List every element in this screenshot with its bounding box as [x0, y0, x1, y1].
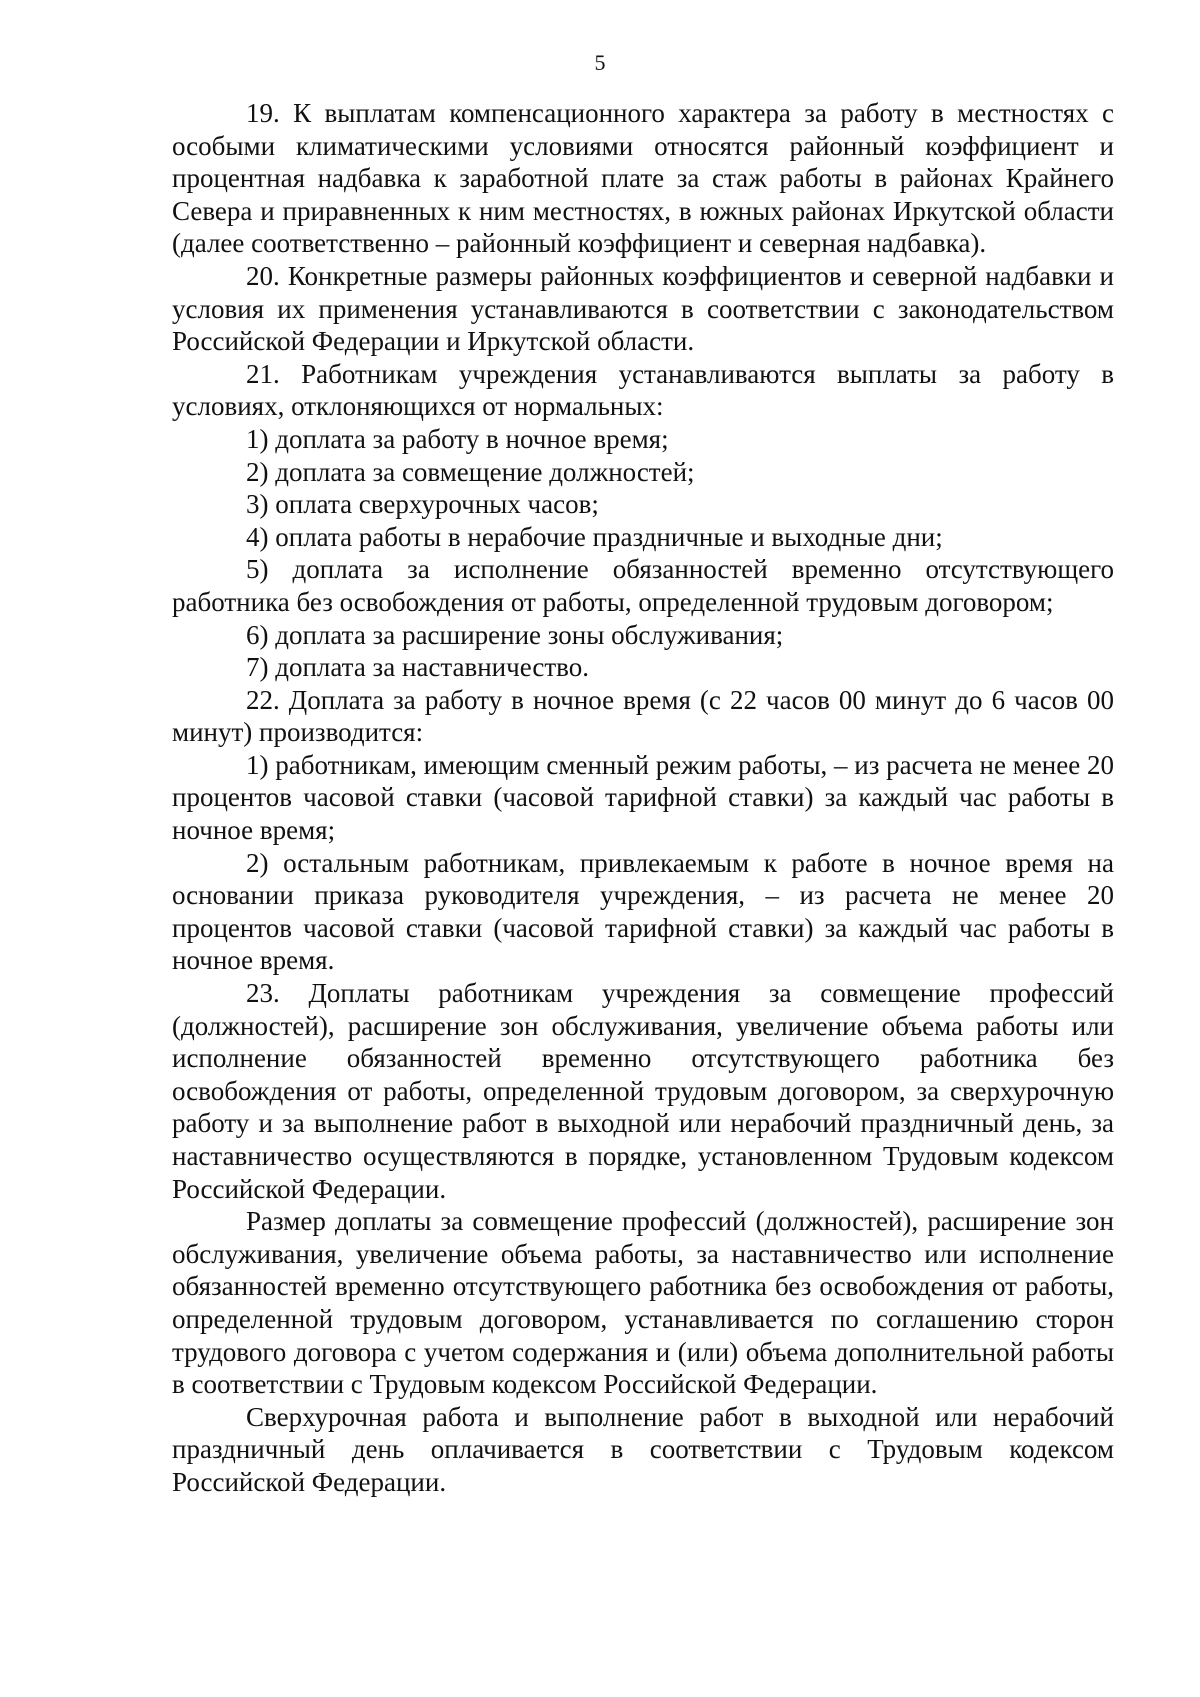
paragraph-21: 21. Работникам учреждения устанавливаются выплаты за работу в условиях, отклоняющихся от нормальных:	[172, 358, 1114, 422]
paragraph-19: 19. К выплатам компенсационного характера за работу в местностях с особыми климатическими условиями относятся районный коэффициент и процентная надбавка к заработной плате за стаж работы в районах Крайнего Севера и приравненных к ним местностях, в южных районах Иркутской области (далее соответственно – районный коэффициент и северная надбавка).	[172, 98, 1114, 259]
list-item-21-3: 3) оплата сверхурочных часов;	[246, 489, 599, 520]
paragraph-20: 20. Конкретные размеры районных коэффициентов и северной надбавки и условия их применения устанавливаются в соответствии с законодательством Российской Федерации и Иркутской области.	[172, 260, 1114, 357]
paragraph-22: 22. Доплата за работу в ночное время (с 22 часов 00 минут до 6 часов 00 минут) производится:	[172, 684, 1114, 748]
list-item-21-2: 2) доплата за совмещение должностей;	[246, 456, 695, 487]
paragraph-23-overtime: Сверхурочная работа и выполнение работ в выходной или нерабочий праздничный день оплачивается в соответствии с Трудовым кодексом Российской Федерации.	[172, 1401, 1114, 1497]
list-item-21-5: 5) доплата за исполнение обязанностей временно отсутствующего работника без освобождения от работы, определенной трудовым договором;	[172, 554, 1114, 617]
list-item-22-1: 1) работникам, имеющим сменный режим работы, – из расчета не менее 20 процентов часовой ставки (часовой тарифной ставки) за каждый час работы в ночное время;	[172, 749, 1114, 846]
paragraph-23: 23. Доплаты работникам учреждения за совмещение профессий (должностей), расширение зон обслуживания, увеличение объема работы или исполнение обязанностей временно отсутствующего работника без освобождения от работы, определенной трудовым договором, за сверхурочную работу и за выполнение работ в выходной или нерабочий праздничный день, за наставничество осуществляются в порядке, установленном Трудовым кодексом Российской Федерации.	[172, 978, 1114, 1204]
list-item-21-4: 4) оплата работы в нерабочие праздничные и выходные дни;	[246, 521, 943, 552]
list-item-22-2: 2) остальным работникам, привлекаемым к работе в ночное время на основании приказа руководителя учреждения, – из расчета не менее 20 процентов часовой ставки (часовой тарифной ставки) за каждый час работы в ночное время.	[172, 847, 1114, 976]
page-number: 5	[594, 50, 606, 75]
list-item-21-6: 6) доплата за расширение зоны обслуживания;	[246, 619, 784, 650]
list-item-21-7: 7) доплата за наставничество.	[246, 652, 589, 683]
list-item-21-1: 1) доплата за работу в ночное время;	[246, 423, 669, 454]
paragraph-23-size: Размер доплаты за совмещение профессий (должностей), расширение зон обслуживания, увеличение объема работы, за наставничество или исполнение обязанностей временно отсутствующего работника без освобождения от работы, определенной трудовым договором, устанавливается по соглашению сторон трудового договора с учетом содержания и (или) объема дополнительной работы в соответствии с Трудовым кодексом Российской Федерации.	[172, 1206, 1114, 1400]
document-body	[172, 97, 1114, 1499]
